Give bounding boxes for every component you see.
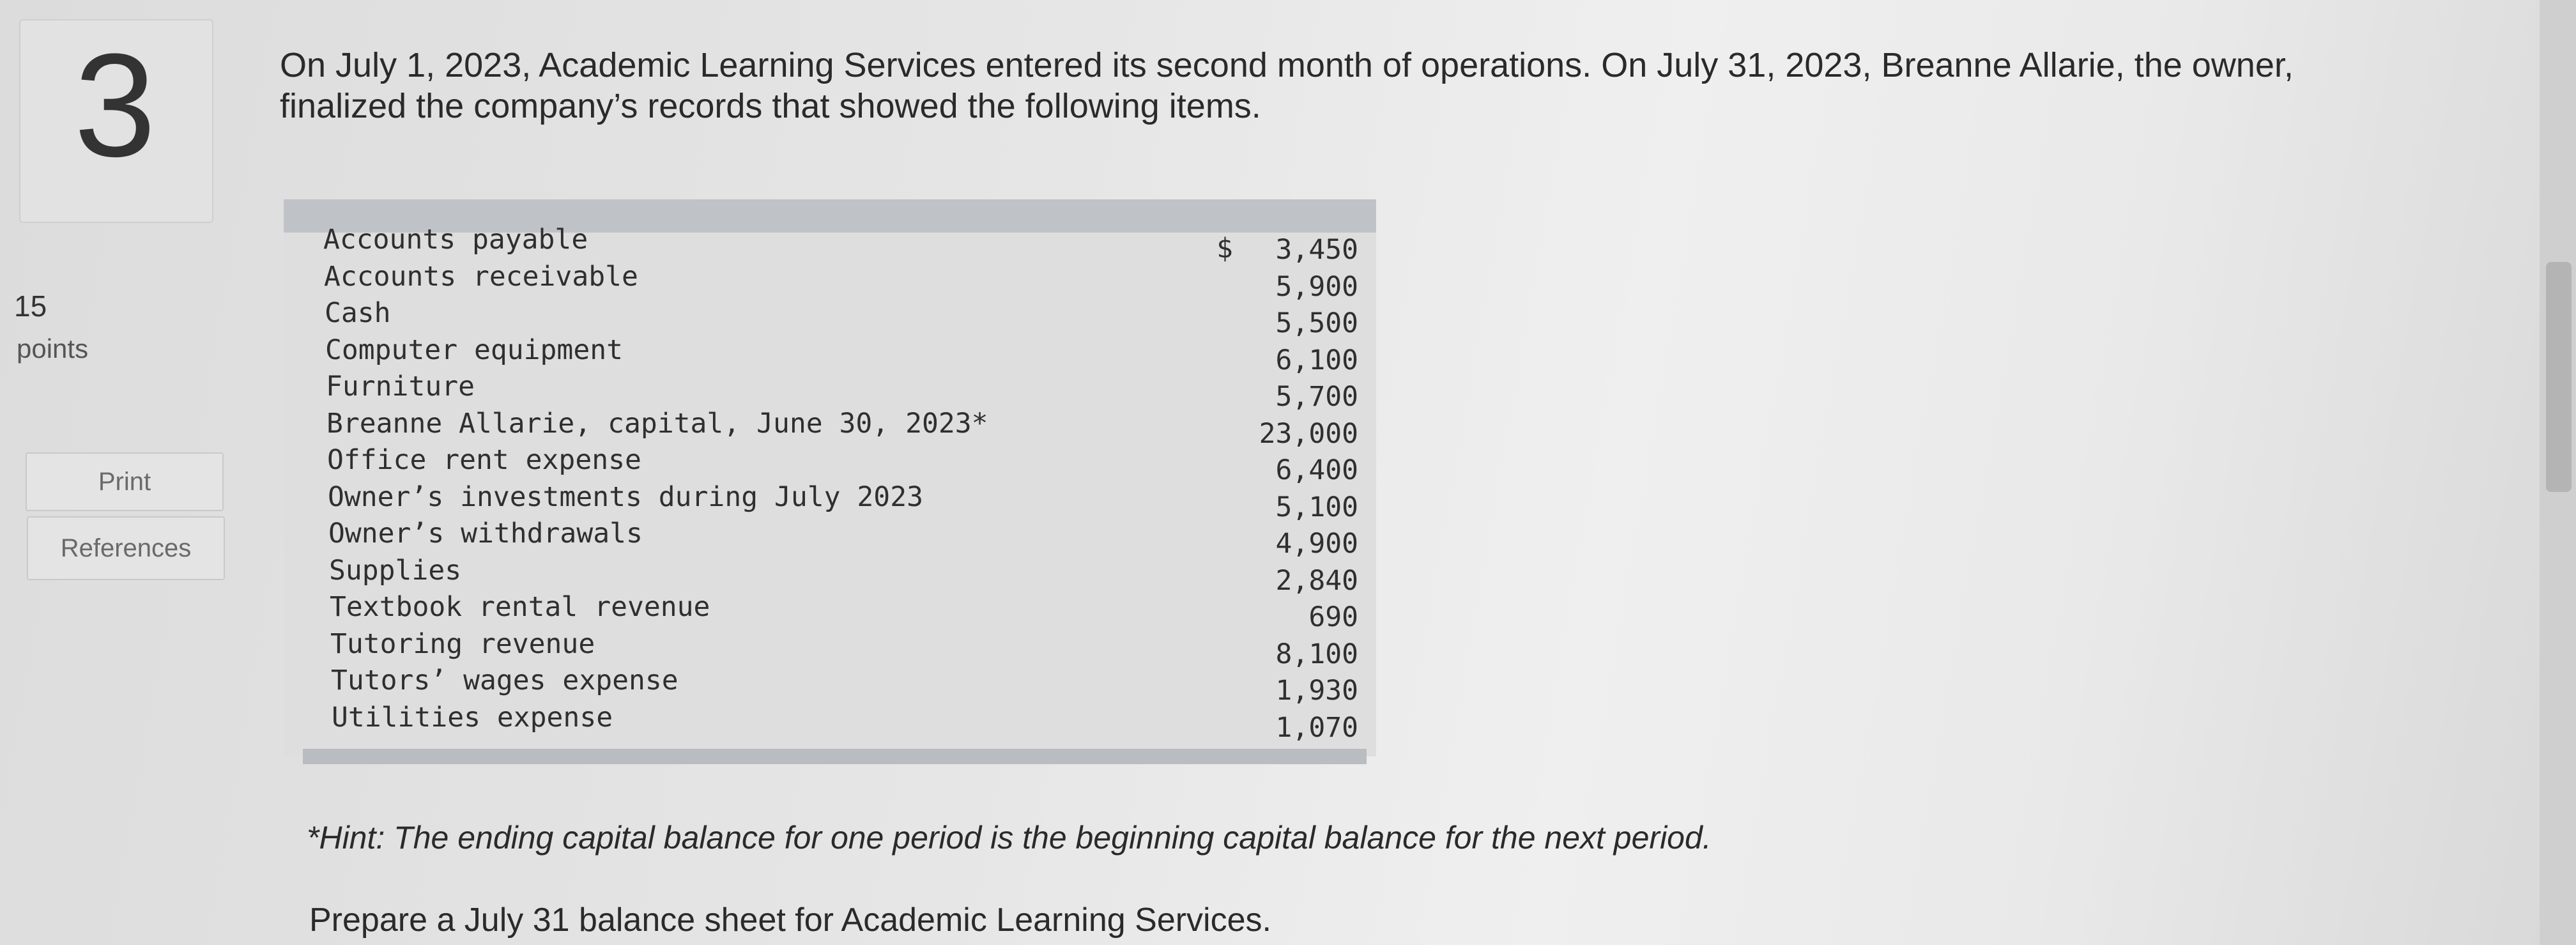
table-row — [284, 665, 1376, 707]
account-label: Breanne Allarie, capital, June 30, 2023* — [326, 407, 988, 440]
account-amount: 5,500 — [1275, 307, 1358, 339]
hint-text: *Hint: The ending capital balance for one period is the beginning capital balance for the next period. — [307, 820, 1712, 856]
account-amount: 690 — [1308, 601, 1358, 633]
references-button[interactable] — [27, 516, 225, 580]
table-row — [284, 554, 1376, 597]
table-row — [284, 591, 1376, 633]
account-amount: 6,100 — [1275, 344, 1358, 376]
account-amount: 23,000 — [1259, 417, 1358, 450]
instruction-text: Prepare a July 31 balance sheet for Academic Learning Services. — [309, 902, 1271, 939]
account-amount: 5,900 — [1275, 270, 1358, 303]
table-row — [284, 627, 1376, 670]
account-label: Office rent expense — [327, 444, 641, 476]
references-button-label: References — [60, 534, 192, 562]
table-row — [284, 407, 1376, 450]
question-prompt — [280, 45, 2516, 127]
account-amount: 2,840 — [1275, 564, 1358, 597]
account-label: Accounts receivable — [324, 260, 638, 293]
account-label: Supplies — [329, 554, 462, 587]
account-label: Accounts payable — [323, 224, 588, 256]
account-amount: 3,450 — [1275, 234, 1358, 266]
account-label: Tutors’ wages expense — [331, 665, 678, 696]
prompt-line-1: On July 1, 2023, Academic Learning Services entered its second month of operations. On July 31, 2023, Breanne Allarie, the owner, — [280, 46, 2294, 84]
accounts-table — [284, 199, 1376, 765]
points-value: 15 — [14, 289, 47, 323]
question-number-box — [19, 19, 213, 223]
table-footer-bar — [303, 749, 1367, 764]
account-label: Tutoring revenue — [330, 627, 595, 660]
table-row — [284, 297, 1376, 339]
account-label: Owner’s investments during July 2023 — [328, 480, 923, 513]
account-amount: 5,100 — [1275, 491, 1358, 523]
account-label: Owner’s withdrawals — [328, 518, 643, 549]
account-amount: 1,930 — [1275, 675, 1358, 707]
table-row — [284, 701, 1376, 744]
table-row — [284, 260, 1376, 303]
scrollbar-thumb[interactable] — [2546, 262, 2572, 492]
account-amount: 5,700 — [1275, 381, 1358, 413]
table-row — [284, 518, 1376, 560]
table-row — [284, 444, 1376, 486]
table-row — [284, 334, 1376, 376]
account-label: Cash — [325, 297, 391, 329]
account-label: Furniture — [326, 371, 475, 403]
account-amount: 6,400 — [1275, 454, 1358, 486]
question-number: 3 — [74, 23, 156, 187]
currency-symbol: $ — [1216, 233, 1233, 265]
account-amount: 4,900 — [1275, 528, 1358, 560]
print-button-label: Print — [98, 467, 151, 496]
account-label: Computer equipment — [325, 334, 623, 366]
account-label: Utilities expense — [332, 701, 613, 734]
points-label: points — [17, 334, 89, 364]
table-row — [284, 480, 1376, 523]
account-amount: 8,100 — [1275, 638, 1358, 670]
account-label: Textbook rental revenue — [330, 591, 710, 623]
table-row — [284, 224, 1376, 266]
table-row — [284, 371, 1376, 413]
print-button[interactable] — [26, 452, 224, 511]
prompt-line-2: finalized the company’s records that showed the following items. — [280, 87, 1261, 125]
account-amount: 1,070 — [1275, 711, 1358, 744]
